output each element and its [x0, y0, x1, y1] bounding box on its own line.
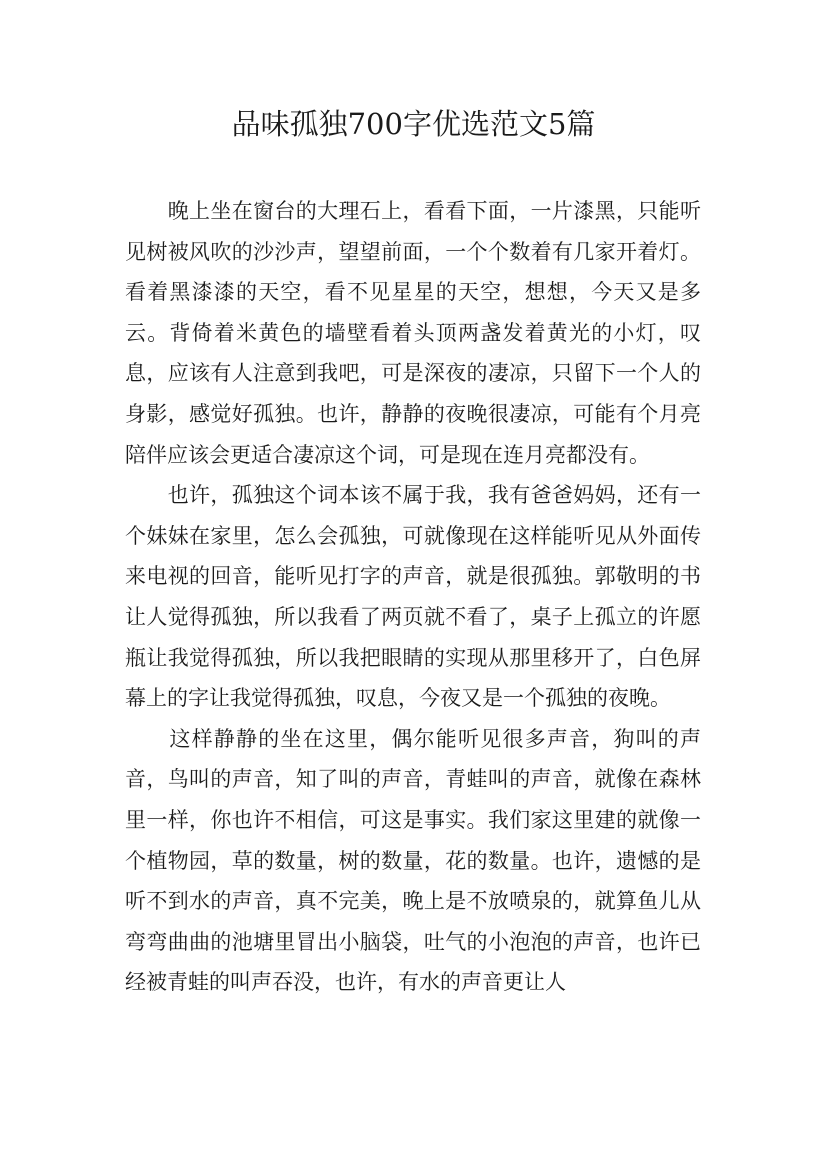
paragraph-3: 这样静静的坐在这里，偶尔能听见很多声音，狗叫的声音，鸟叫的声音，知了叫的声音，青蛙叫的声音，就像在森林里一样，你也许不相信，可这是事实。我们家这里建的就像一个植物园，草的数量，树的数量，花的数量。也许，遗憾的是听不到水的声音，真不完美，晚上是不放喷泉的，就算鱼儿从弯弯曲曲的池塘里冒出小脑袋，吐气的小泡泡的声音，也许已经被青蛙的叫声吞没，也许，有水的声音更让人 [125, 726, 701, 995]
document-body [125, 191, 701, 1003]
document-title: 品味孤独700字优选范文5篇 [231, 107, 596, 141]
paragraph-2: 也许，孤独这个词本该不属于我，我有爸爸妈妈，还有一个妹妹在家里，怎么会孤独，可就像现在这样能听见从外面传来电视的回音，能听见打字的声音，就是很孤独。郭敬明的书让人觉得孤独，所以我看了两页就不看了，桌子上孤立的许愿瓶让我觉得孤独，所以我把眼睛的实现从那里移开了，白色屏幕上的字让我觉得孤独，叹息，今夜又是一个孤独的夜晚。 [125, 483, 701, 711]
paragraph-1: 晚上坐在窗台的大理石上，看看下面，一片漆黑，只能听见树被风吹的沙沙声，望望前面，一个个数着有几家开着灯。看着黑漆漆的天空，看不见星星的天空，想想，今天又是多云。背倚着米黄色的墙壁看着头顶两盏发着黄光的小灯，叹息，应该有人注意到我吧，可是深夜的凄凉，只留下一个人的身影，感觉好孤独。也许，静静的夜晚很凄凉，可能有个月亮陪伴应该会更适合凄凉这个词，可是现在连月亮都没有。 [125, 199, 701, 467]
